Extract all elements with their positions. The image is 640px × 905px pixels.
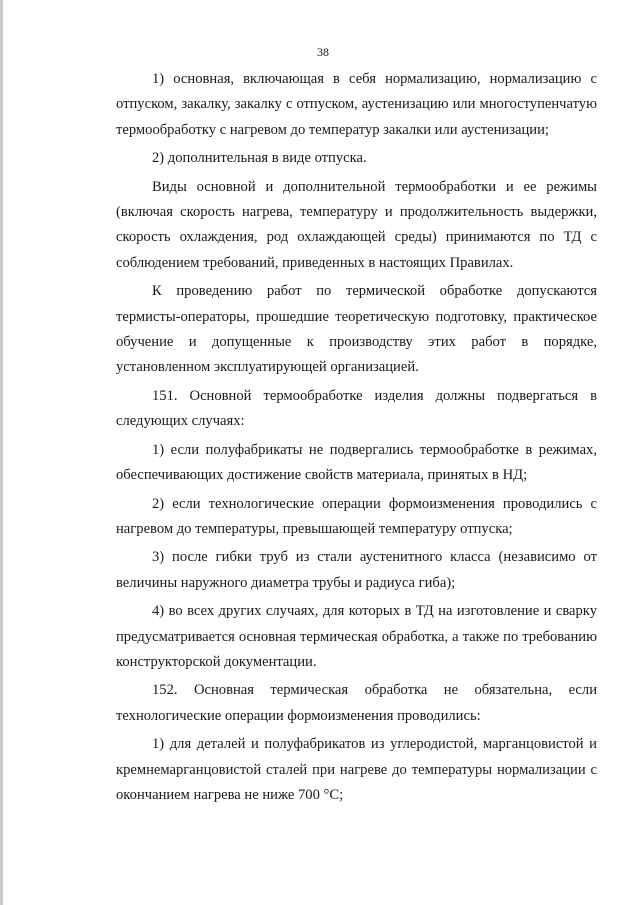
paragraph: К проведению работ по термической обработке допускаются термисты-операторы, прошедшие теоретическую подготовку, практическое обучение и допущенные к производству этих работ в порядке, установленном эксплуатирующей организацией.: [116, 283, 597, 376]
paragraph: 2) дополнительная в виде отпуска.: [152, 150, 367, 167]
paragraph: Виды основной и дополнительной термообработки и ее режимы (включая скорость нагрева, температуру и продолжительность выдержки, скорость охлаждения, род охлаждающей среды) принимаются по ТД с соблюдением требований, приведенных в настоящих Правилах.: [116, 178, 597, 271]
paragraph: 1) если полуфабрикаты не подвергались термообработке в режимах, обеспечивающих достижение свойств материала, принятых в НД;: [116, 441, 597, 484]
paragraph: 2) если технологические операции формоизменения проводились с нагревом до температуры, превышающей температуру отпуска;: [116, 495, 597, 537]
paragraph: 152. Основная термическая обработка не обязательна, если технологические операции формоизменения проводились:: [116, 682, 597, 724]
page-number: 38: [317, 45, 329, 59]
paragraph: 151. Основной термообработке изделия должны подвергаться в следующих случаях:: [116, 387, 597, 430]
paragraph: 3) после гибки труб из стали аустенитного класса (независимо от величины наружного диаметра трубы и радиуса гиба);: [116, 549, 597, 591]
document-body: [116, 67, 597, 811]
paragraph: 1) основная, включающая в себя нормализацию, нормализацию с отпуском, закалку, закалку с отпуском, аустенизацию или многоступенчатую термообработку с нагревом до температур закалки или аустенизации;: [116, 71, 597, 138]
paragraph: 1) для деталей и полуфабрикатов из углеродистой, марганцовистой и кремнемарганцовистой сталей при нагреве до температуры нормализации с окончанием нагрева не ниже 700 °С;: [116, 736, 597, 803]
paragraph: 4) во всех других случаях, для которых в ТД на изготовление и сварку предусматривается основная термическая обработка, а также по требованию конструкторской документации.: [116, 603, 597, 670]
